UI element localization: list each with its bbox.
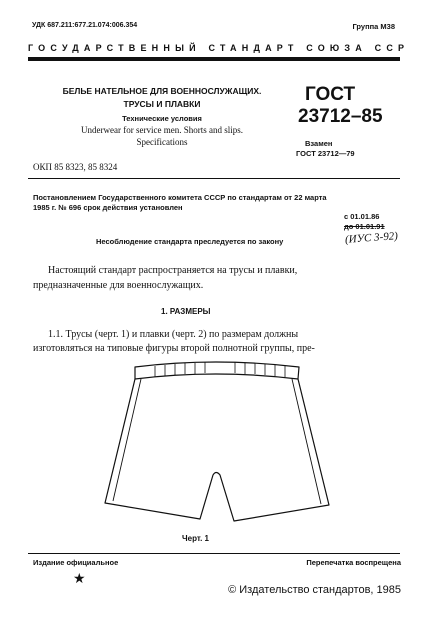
figure-caption: Черт. 1 (182, 534, 209, 543)
paragraph-sizes-line-2: изготовляться на типовые фигуры второй полнотной группы, пре- (33, 343, 315, 354)
replaces-value: ГОСТ 23712—79 (296, 149, 355, 158)
shorts-drawing (95, 355, 335, 531)
reprint-notice: Перепечатка воспрещена (306, 558, 401, 567)
okp-rule (28, 178, 400, 179)
star-icon: ★ (73, 570, 86, 586)
decree-line-1: Постановлением Государственного комитета СССР по стандартам от 22 марта (33, 193, 327, 202)
footer-rule (28, 553, 400, 554)
paragraph-scope-line-2: предназначенные для военнослужащих. (33, 280, 204, 291)
replaces-label: Взамен (305, 139, 333, 148)
english-title-line-1: Underwear for service men. Shorts and slips. (81, 125, 243, 135)
shorts-waistband (135, 362, 299, 379)
enforcement-notice: Несоблюдение стандарта преследуется по закону (96, 237, 284, 246)
title-line-1: БЕЛЬЕ НАТЕЛЬНОЕ ДЛЯ ВОЕННОСЛУЖАЩИХ. (62, 86, 262, 96)
section-title: 1. РАЗМЕРЫ (161, 307, 211, 316)
paragraph-scope-line-1: Настоящий стандарт распространяется на трусы и плавки, (48, 265, 298, 276)
okp-code: ОКП 85 8323, 85 8324 (33, 162, 118, 172)
validity-date-to: до 01.01.91 (344, 222, 385, 231)
udk-code: УДК 687.211:677.21.074:006.354 (32, 22, 138, 29)
shorts-side-stripe-right (292, 379, 321, 504)
validity-date-from: с 01.01.86 (344, 212, 380, 221)
state-standard-header: ГОСУДАРСТВЕННЫЙ СТАНДАРТ СОЮЗА ССР (28, 43, 410, 53)
copyright: © Издательство стандартов, 1985 (228, 584, 401, 596)
gost-number: 23712–85 (298, 106, 383, 127)
shorts-outline (105, 379, 329, 521)
group-code: Группа М38 (352, 22, 395, 31)
title-line-2: ТРУСЫ И ПЛАВКИ (123, 99, 201, 109)
shorts-side-stripe-left (113, 379, 141, 501)
english-title-line-2: Specifications (136, 137, 188, 147)
paragraph-sizes-line-1: 1.1. Трусы (черт. 1) и плавки (черт. 2) по размерам должны (48, 329, 299, 340)
gost-label: ГОСТ (305, 84, 356, 105)
header-rule (28, 57, 400, 61)
official-edition: Издание официальное (33, 558, 119, 567)
title-subtitle: Технические условия (122, 114, 202, 123)
decree-line-2: 1985 г. № 696 срок действия установлен (33, 203, 183, 212)
handwritten-note: (ИУС 3-92) (344, 230, 399, 246)
